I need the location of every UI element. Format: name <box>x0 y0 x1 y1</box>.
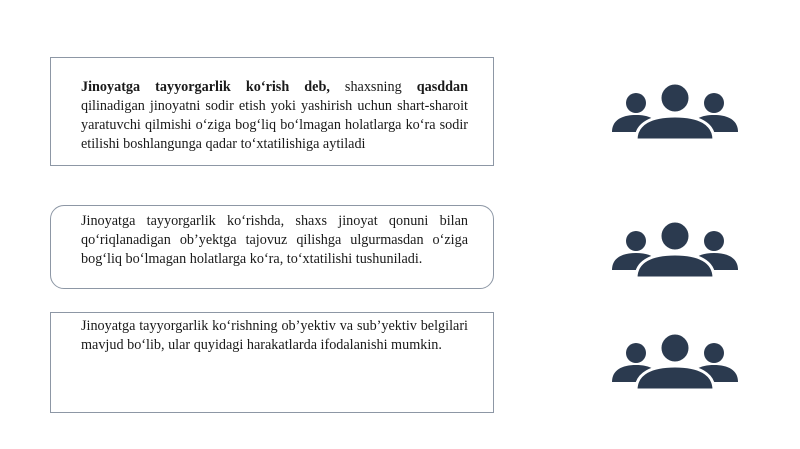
people-group-icon <box>612 218 738 278</box>
people-group-icon <box>612 330 738 390</box>
people-group-icon <box>612 80 738 140</box>
definition-emphasis: qasddan <box>416 79 469 95</box>
definition-text-part-a: shaxsning <box>329 79 417 95</box>
signs-card-3 <box>50 312 494 413</box>
definition-card-1 <box>50 57 494 166</box>
explanation-card-2 <box>50 205 494 289</box>
signs-text-3: Jinoyatga tayyorgarlik ko‘rishning ob’yektiv va sub’yektiv belgilari mavjud bo‘lib, ular quyidagi harakatlarda ifodalanishi mumkin. <box>81 318 468 353</box>
explanation-text-2: Jinoyatga tayyorgarlik ko‘rishda, shaxs jinoyat qonuni bilan qo‘riqlanadigan ob’yektga tajovuz qilishga ulgurmasdan o‘ziga bog‘liq bo‘lmagan holatlarga ko‘ra, to‘xtatilishi tushuniladi. <box>81 213 468 267</box>
definition-term: Jinoyatga tayyorgarlik ko‘rish deb, <box>81 79 330 95</box>
definition-text-1 <box>81 78 468 154</box>
definition-text-part-b: qilinadigan jinoyatni sodir etish yoki yashirish uchun shart-sharoit yaratuvchi qilmishi o‘ziga bog‘liq bo‘lmagan holatlarga ko‘ra sodir etilishi boshlangunga qadar to‘xtatilishiga aytiladi <box>81 98 468 152</box>
